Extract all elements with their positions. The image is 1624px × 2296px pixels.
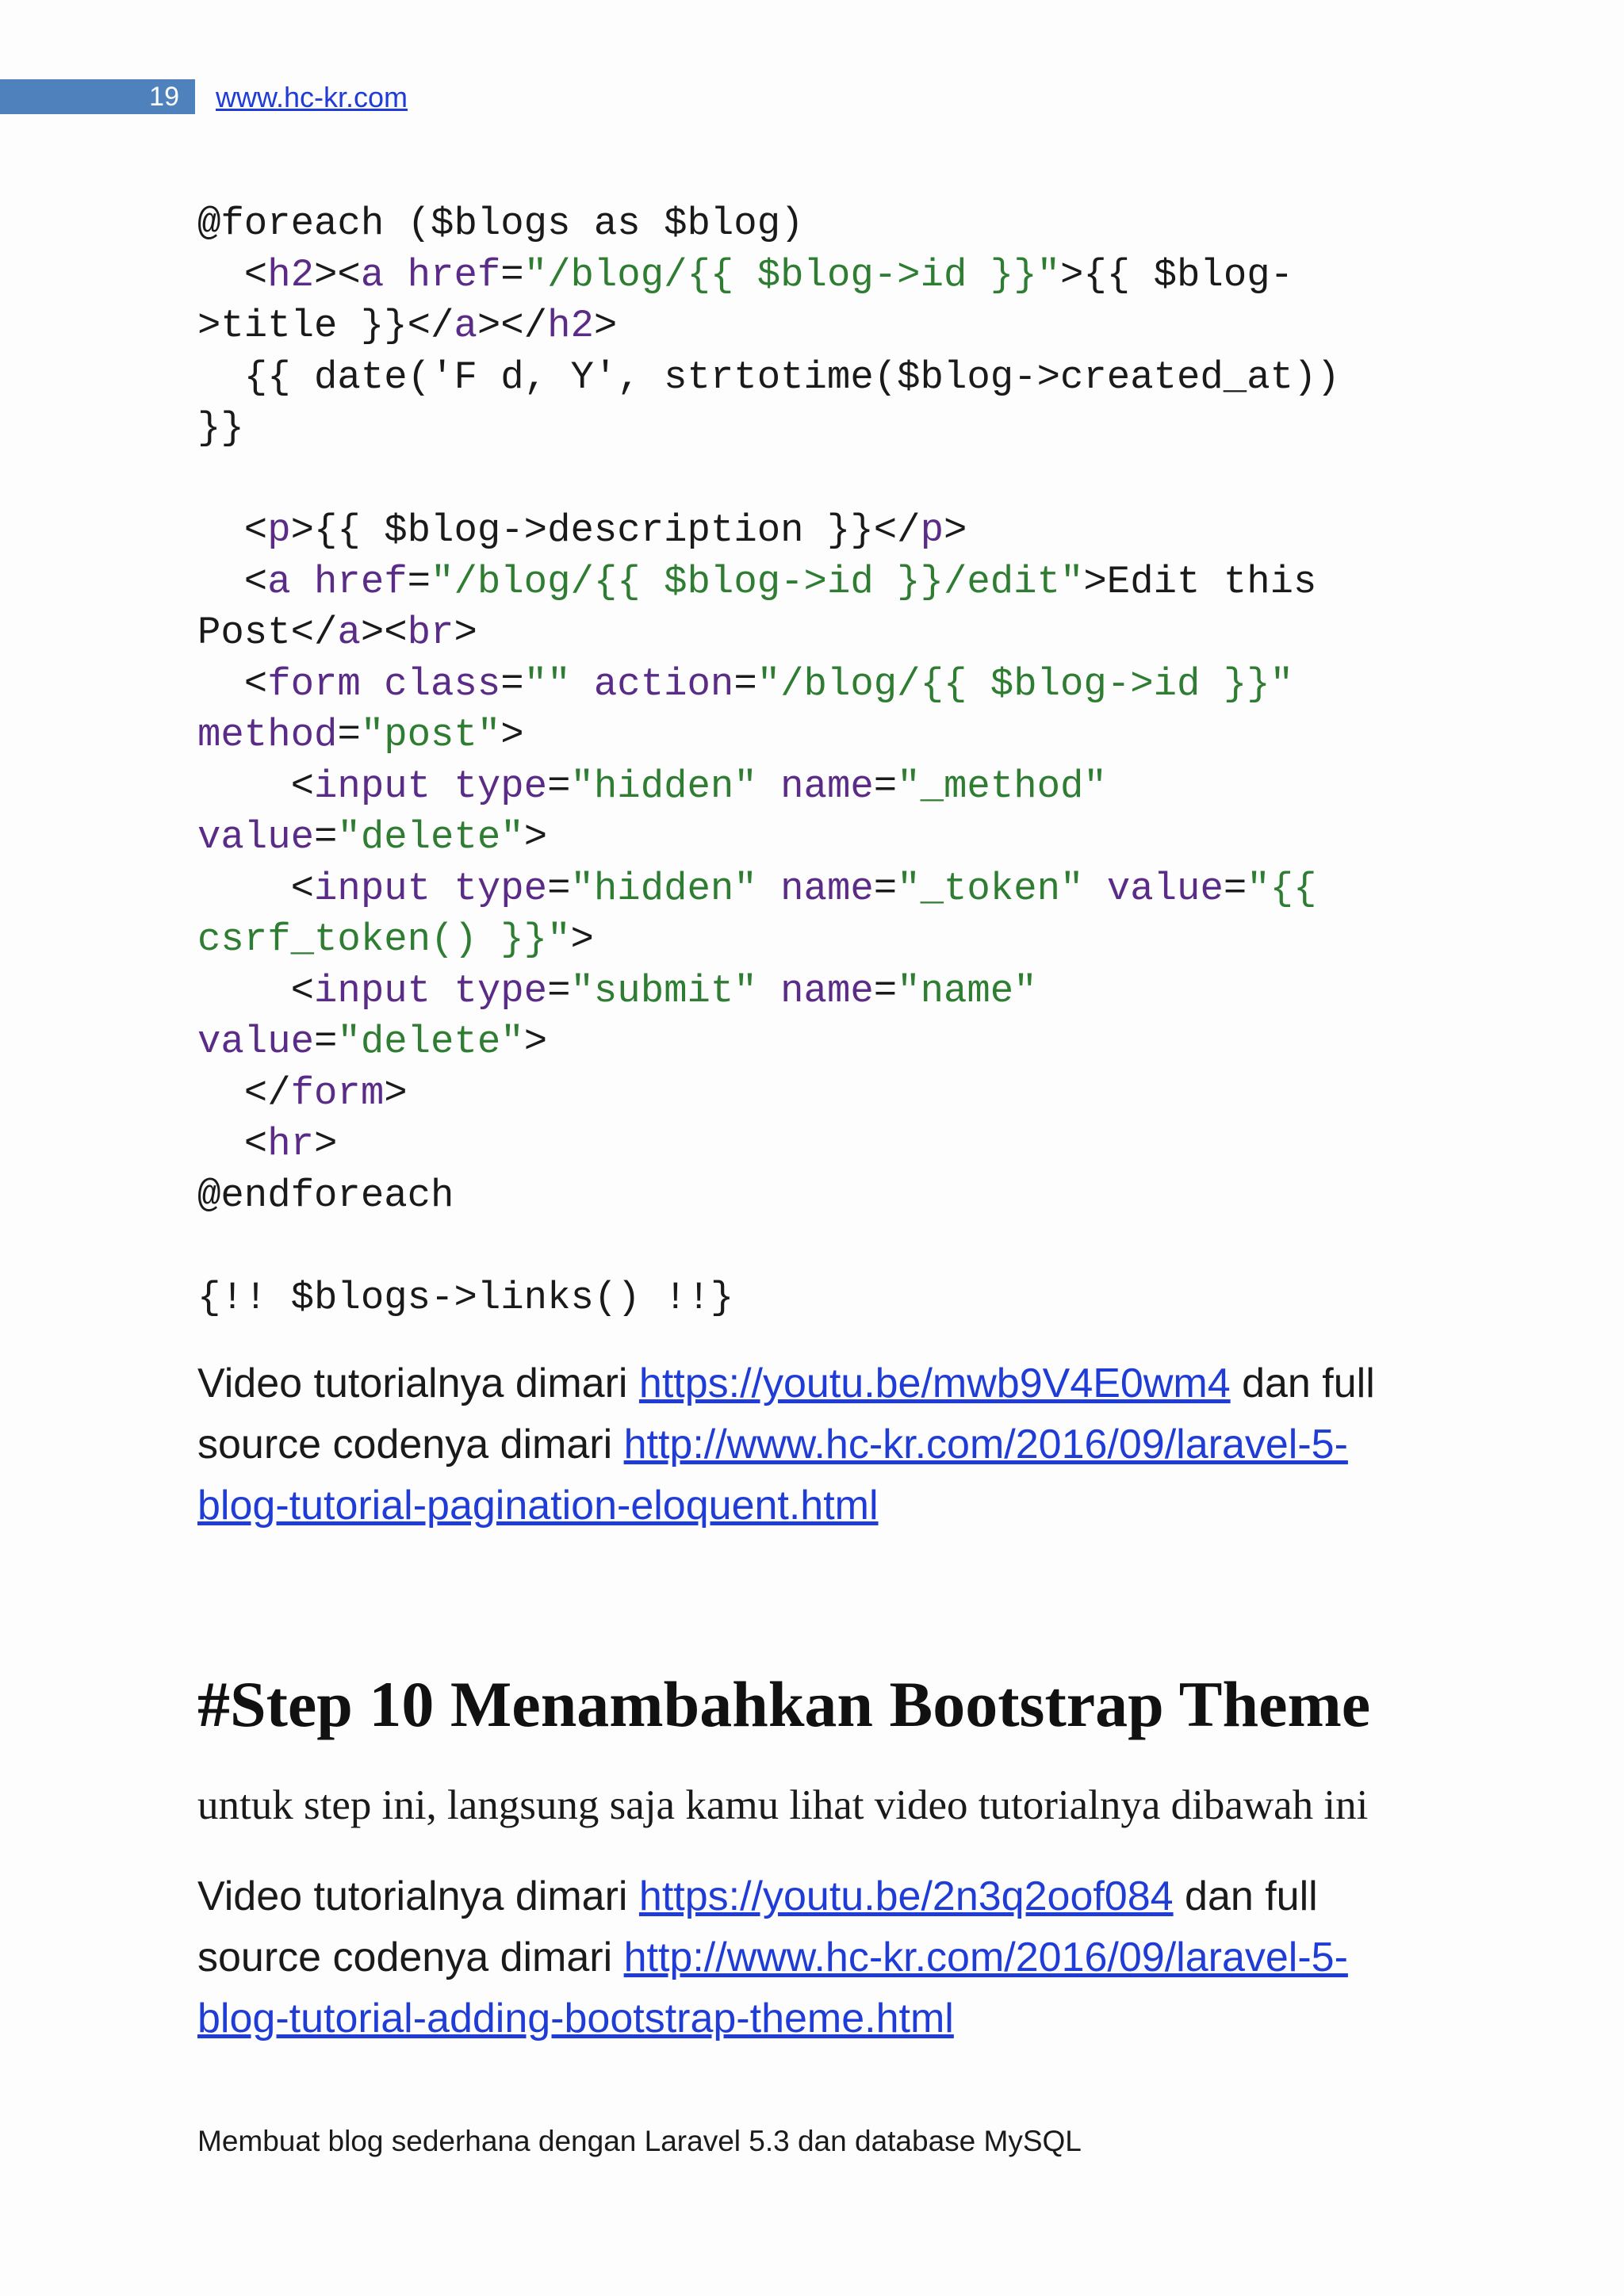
code-line: >title }}</a></h2>	[197, 304, 618, 348]
page-footer: Membuat blog sederhana dengan Laravel 5.3 dan database MySQL	[197, 2125, 1082, 2157]
code-line: value="delete">	[197, 815, 548, 859]
youtube-link[interactable]: https://youtu.be/mwb9V4E0wm4	[638, 1360, 1231, 1406]
code-line: </form>	[197, 1070, 408, 1115]
code-line: csrf_token() }}">	[197, 917, 594, 962]
video-tutorial-paragraph: Video tutorialnya dimari https://youtu.be/mwb9V4E0wm4 dan full source codenya dimari http://www.hc-kr.com/2016/09/laravel-5- blog-tutorial-pagination-eloquent.html	[197, 1360, 1375, 1529]
code-line: @endforeach	[197, 1173, 454, 1218]
code-line: <h2><a href="/blog/{{ $blog->id }}">{{ $blog-	[197, 252, 1294, 297]
code-line: <input type="hidden" name="_method"	[197, 763, 1107, 809]
source-code-link-continued[interactable]: blog-tutorial-pagination-eloquent.html	[197, 1483, 879, 1529]
code-line: <input type="submit" name="name"	[197, 968, 1037, 1013]
youtube-link[interactable]: https://youtu.be/2n3q2oof084	[638, 1873, 1174, 1919]
section-intro: untuk step ini, langsung saja kamu lihat video tutorialnya dibawah ini	[197, 1782, 1369, 1828]
code-block	[197, 198, 1340, 1323]
section-heading: #Step 10 Menambahkan Bootstrap Theme	[197, 1668, 1371, 1740]
code-line: Post</a><br>	[197, 610, 477, 655]
page-header	[0, 79, 555, 114]
page-number-bar	[0, 79, 195, 114]
source-code-link[interactable]: http://www.hc-kr.com/2016/09/laravel-5-	[623, 1934, 1348, 1980]
video-tutorial-paragraph-2: Video tutorialnya dimari https://youtu.be/2n3q2oof084 dan full source codenya dimari http://www.hc-kr.com/2016/09/laravel-5- blog-tutorial-adding-bootstrap-theme.html	[197, 1873, 1348, 2042]
site-link[interactable]: www.hc-kr.com	[216, 81, 408, 113]
code-line: }}	[197, 406, 244, 450]
code-line: {!! $blogs->links() !!}	[197, 1275, 734, 1320]
code-line: {{ date('F d, Y', strtotime($blog->created_at))	[197, 354, 1340, 400]
source-code-link-continued[interactable]: blog-tutorial-adding-bootstrap-theme.html	[197, 1996, 954, 2042]
code-line: <p>{{ $blog->description }}</p>	[197, 508, 967, 553]
code-line: <input type="hidden" name="_token" value="{{	[197, 866, 1317, 911]
source-code-link[interactable]: http://www.hc-kr.com/2016/09/laravel-5-	[623, 1422, 1348, 1468]
page-number: 19	[149, 81, 179, 112]
code-line: <a href="/blog/{{ $blog->id }}/edit">Edit this	[197, 559, 1317, 604]
code-line: <form class="" action="/blog/{{ $blog->id }}"	[197, 661, 1294, 706]
code-line: method="post">	[197, 713, 524, 757]
code-line: @foreach ($blogs as $blog)	[197, 201, 804, 246]
code-line: <hr>	[197, 1122, 338, 1166]
code-line: value="delete">	[197, 1020, 548, 1064]
